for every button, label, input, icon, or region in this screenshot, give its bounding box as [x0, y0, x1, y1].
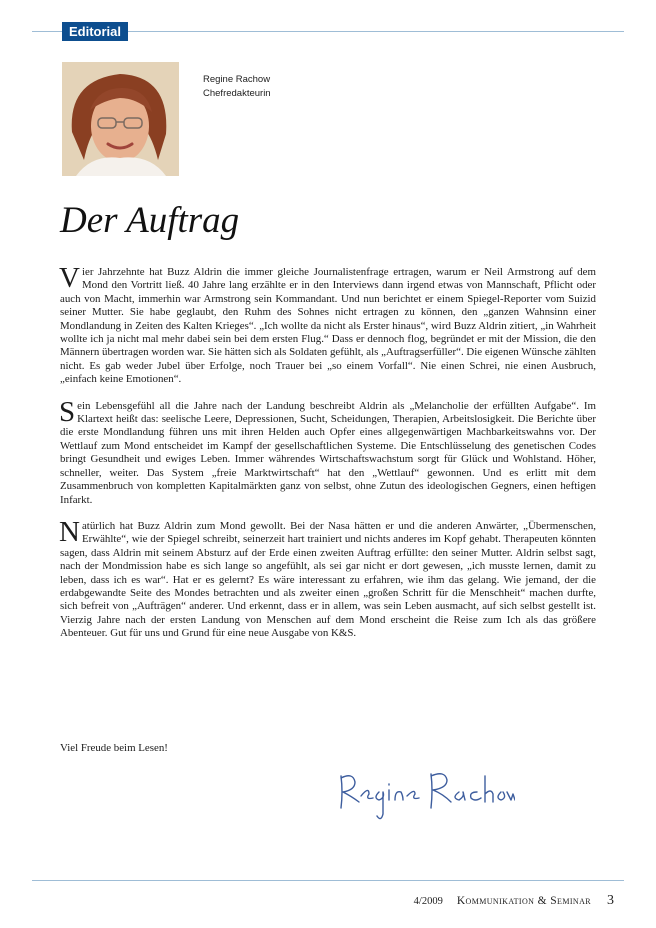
author-name: Regine Rachow [203, 74, 271, 85]
article-body [59, 262, 596, 654]
page-number: 3 [607, 893, 614, 908]
paragraph-2: Sein Lebensgefühl all die Jahre nach der Landung beschreibt Aldrin als „Melancholie der erfüllten Aufgabe“. Im Klartext heißt das: seelische Leere, Depressionen, Sucht, Scheidungen, Therapien, Arbeitslosigkeit. Die Berichte über die erste Mondlandung führen uns mit ihren Helden auch Opfer eines allgegenwärtigen Machbarkeitswahns vor. Der Wettlauf zum Mond entscheidet im Kampf der gesellschaftlichen Systeme. Die Entschlüsselung des genetischen Codes bringt Gesundheit und ewiges Leben. Immer währendes Wirtschaftswachstum sorgt für Glück und Wohlstand. Höher, schneller, weiter. Das System „freie Marktwirtschaft“ hat den „Wettlauf“ gewonnen. Und es erlitt mit dem Zusammenbruch von kompletten Kapitalmärkten ganz von selbst, ohne Zutun des ideologischen Gegners, einen heftigen Infarkt. [59, 395, 596, 506]
article-title: Der Auftrag [60, 200, 240, 241]
closing-line: Viel Freude beim Lesen! [60, 742, 168, 754]
author-photo [62, 62, 179, 176]
author-info [203, 73, 271, 101]
paragraph-3: Natürlich hat Buzz Aldrin zum Mond gewollt. Bei der Nasa hätten er und die anderen Anwärter, „Übermenschen, Erwählte“, wie der Spiegel schreibt, seinerzeit hart trainiert und nichts anderes im Kopf gehabt. Therapeuten könnten sagen, dass Aldrin mit seinem Absturz auf der Erde einen zweiten Auftrag erfüllte: den seiner Mutter. Aldrin selbst sagt, nach der Mondmission habe es sich lange so angefühlt, als sei gar nicht er dort gewesen, „ich musste lernen, damit zu leben, dass ich es war“. Hat er es gelernt? Es wäre interessant zu erfahren, wie ihm das gelang. Wie jemand, der die erdabgewandte Seite des Mondes betrachten und als zweiter einen „großen Schritt für die Menschheit“ machen durfte, sich befreit von „Aufträgen“ anderer. Und erkennt, dass er in allem, was sein Leben ausmacht, auf sich selbst gestellt ist. Vierzig Jahre nach der ersten Landung von Menschen auf dem Mond erscheint die Reise zum Ich als das größere Abenteuer. Gut für uns und Grund für eine neue Ausgabe von K&S. [59, 515, 596, 640]
author-role: Chefredakteurin [203, 88, 271, 99]
magazine-name: Kommunikation & Seminar [456, 895, 591, 907]
signature [335, 762, 515, 831]
paragraph-1: Vier Jahrzehnte hat Buzz Aldrin die immer gleiche Journalistenfrage ertragen, warum er Neil Armstrong auf dem Mond den Vortritt ließ. 40 Jahre lang erzählte er in den Interviews dann irgend etwas von Mannschaft, Pflicht oder auch von Macht, immerhin war Armstrong sein Kommandant. Und nun berichtet er einem Spiegel-Reporter vom Suizid seiner Mutter. Sie habe geglaubt, den Ruhm des Sohnes nicht ertragen zu können, den „ganzen Wahnsinn einer Mondlandung in Zeiten des Kalten Krieges“. „Ich wollte da nicht als Erster hinaus“, wird Buzz Aldrin zitiert, „in Wahrheit wollte ich ja nicht mal mehr dabei sein bei dem ersten Flug.“ Dass er dennoch flog, begründet er mit der Mission, die den Männern übertragen worden war. Sie hätten sich als Soldaten gefühlt, als „Auftragserfüller“. Die eigenen Wünsche zählten nicht. Es gab weder Jubel über Erfolge, noch Trauer bei „so einem Vorfall“. Nie einen Schrei, nie einen Ausbruch, „einfach keine Emotionen“. [59, 262, 596, 386]
section-badge: Editorial [62, 22, 128, 41]
page-footer [414, 893, 614, 909]
issue-number: 4/2009 [413, 896, 443, 907]
footer-rule [32, 880, 624, 881]
